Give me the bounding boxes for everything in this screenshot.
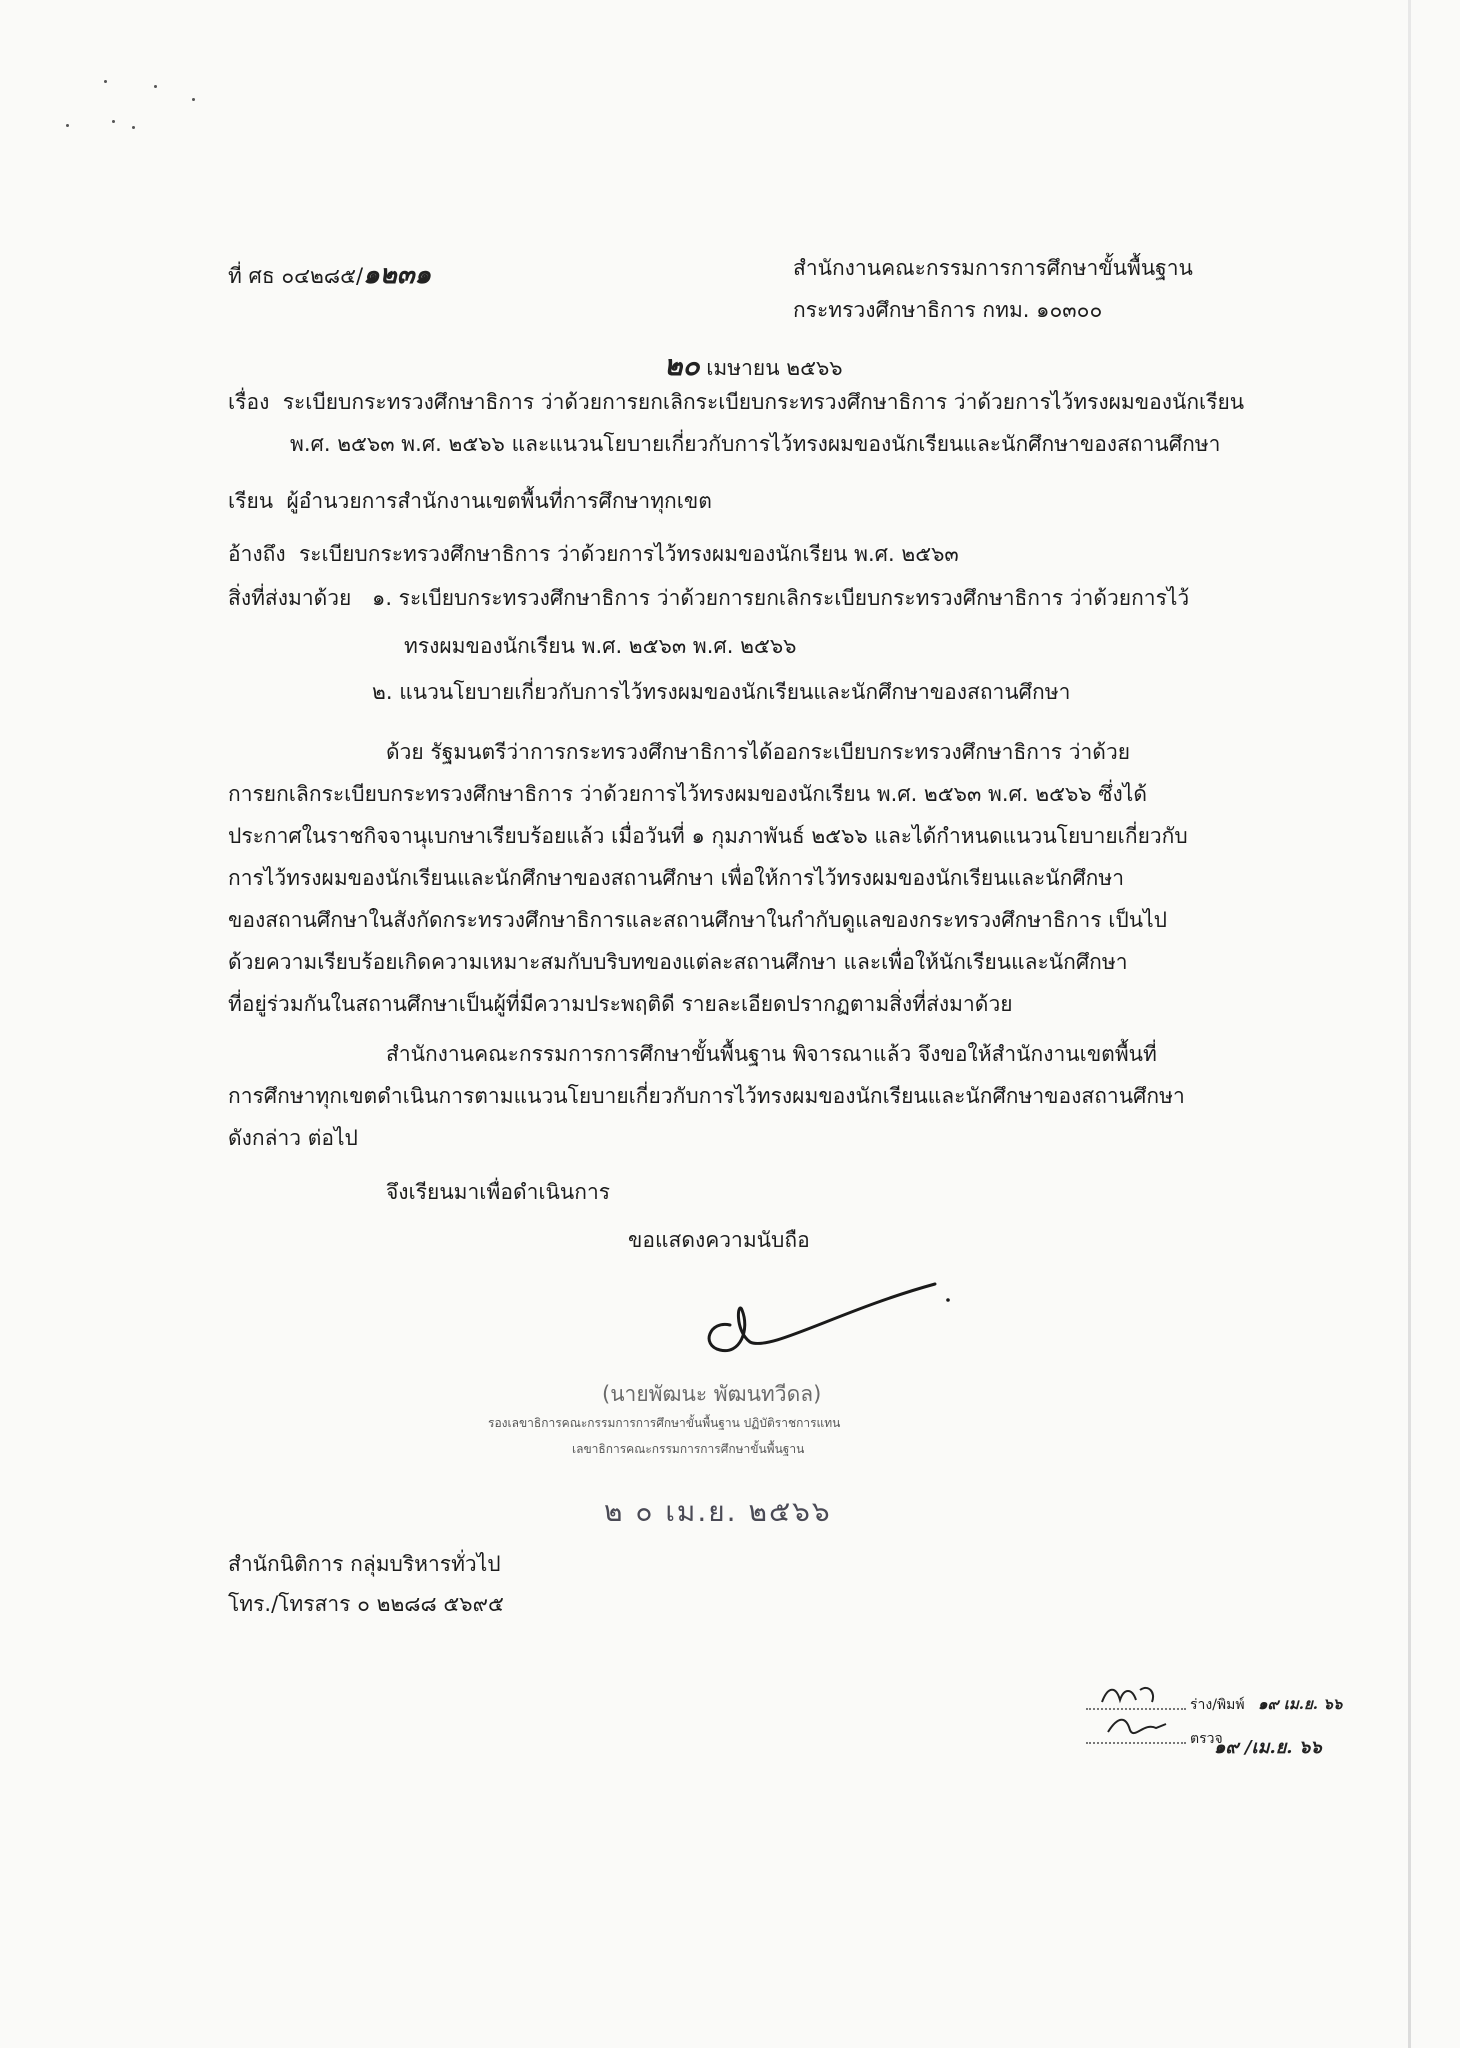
reference-number: ที่ ศธ ๐๔๒๘๕/๑๒๓๑ [228,260,431,290]
recipient: เรียน ผู้อำนวยการสำนักงานเขตพื้นที่การศึกษาทุกเขต [228,489,712,513]
body-para1-line1: ด้วย รัฐมนตรีว่าการกระทรวงศึกษาธิการได้ออกระเบียบกระทรวงศึกษาธิการ ว่าด้วย [386,740,1131,764]
body-para1-line2: การยกเลิกระเบียบกระทรวงศึกษาธิการ ว่าด้วยการไว้ทรงผมของนักเรียน พ.ศ. ๒๕๖๓ พ.ศ. ๒๕๖๖ ซึ่งได้ [228,782,1148,806]
closing-salutation: ขอแสดงความนับถือ [628,1228,810,1252]
enclosures-label: สิ่งที่ส่งมาด้วย [228,586,352,610]
signatory-name: (นายพัฒนะ พัฒนทวีดล) [602,1382,822,1406]
department: สำนักนิติการ กลุ่มบริหารทั่วไป [228,1552,501,1576]
scan-speck [154,85,157,88]
scan-speck [192,98,195,101]
body-para2-line3: ดังกล่าว ต่อไป [228,1126,358,1150]
signatory-title-1: รองเลขาธิการคณะกรรมการการศึกษาขั้นพื้นฐาน ปฏิบัติราชการแทน [488,1416,841,1430]
document-date: ๒๐ เมษายน ๒๕๖๖ [664,349,843,382]
enclosure-item-2: ๒. แนวนโยบายเกี่ยวกับการไว้ทรงผมของนักเรียนและนักศึกษาของสถานศึกษา [372,680,1071,704]
body-para2-line2: การศึกษาทุกเขตดำเนินการตามแนวนโยบายเกี่ยวกับการไว้ทรงผมของนักเรียนและนักศึกษาของสถานศึกษา [228,1084,1185,1108]
scan-speck [104,80,107,83]
scan-speck [66,124,69,127]
signatory-title-2: เลขาธิการคณะกรรมการการศึกษาขั้นพื้นฐาน [572,1442,805,1456]
drafter-initials-icon [1098,1680,1168,1710]
checker-initials-icon [1104,1712,1174,1742]
subject-line-2: พ.ศ. ๒๕๖๓ พ.ศ. ๒๕๖๖ และแนวนโยบายเกี่ยวกับการไว้ทรงผมของนักเรียนและนักศึกษาของสถานศึกษา [290,432,1221,456]
contact-phone: โทร./โทรสาร ๐ ๒๒๘๘ ๕๖๙๕ [228,1592,504,1616]
scan-speck [112,120,115,123]
drafted-date-handwritten: ๑๙ เม.ย. ๖๖ [1258,1695,1343,1713]
body-para1-line5: ของสถานศึกษาในสังกัดกระทรวงศึกษาธิการและสถานศึกษาในกำกับดูแลของกระทรวงศึกษาธิการ เป็นไป [228,908,1167,932]
date-day-handwritten: ๒๐ [664,349,700,382]
reference-to: อ้างถึง ระเบียบกระทรวงศึกษาธิการ ว่าด้วยการไว้ทรงผมของนักเรียน พ.ศ. ๒๕๖๓ [228,542,959,566]
enclosure-item-1: ๑. ระเบียบกระทรวงศึกษาธิการ ว่าด้วยการยกเลิกระเบียบกระทรวงศึกษาธิการ ว่าด้วยการไว้ [372,586,1190,610]
subject-line: เรื่อง ระเบียบกระทรวงศึกษาธิการ ว่าด้วยการยกเลิกระเบียบกระทรวงศึกษาธิการ ว่าด้วยการไว้ทรงผมของนักเรียน [228,390,1245,414]
scan-speck [132,126,135,129]
checked-date-handwritten: ๑๙ /เม.ย. ๖๖ [1214,1737,1322,1758]
closing-request: จึงเรียนมาเพื่อดำเนินการ [386,1180,611,1204]
body-para1-line6: ด้วยความเรียบร้อยเกิดความเหมาะสมกับบริบทของแต่ละสถานศึกษา และเพื่อให้นักเรียนและนักศึกษา [228,950,1128,974]
date-stamp: ๒ ๐ เม.ย. ๒๕๖๖ [604,1495,832,1528]
body-para1-line7: ที่อยู่ร่วมกันในสถานศึกษาเป็นผู้ที่มีความประพฤติดี รายละเอียดปรากฏตามสิ่งที่ส่งมาด้วย [228,992,1013,1016]
checked-label: ตรวจ [1190,1731,1223,1747]
handwritten-signature [690,1270,970,1370]
enclosure-item-1-cont: ทรงผมของนักเรียน พ.ศ. ๒๕๖๓ พ.ศ. ๒๕๖๖ [404,634,797,658]
page-fold-line [1408,0,1411,2048]
office-name: สำนักงานคณะกรรมการการศึกษาขั้นพื้นฐาน [793,256,1193,280]
reference-number-handwritten: ๑๒๓๑ [363,260,431,290]
body-para1-line3: ประกาศในราชกิจจานุเบกษาเรียบร้อยแล้ว เมื่อวันที่ ๑ กุมภาพันธ์ ๒๕๖๖ และได้กำหนดแนวนโยบายเกี่ยวกับ [228,824,1188,848]
body-para1-line4: การไว้ทรงผมของนักเรียนและนักศึกษาของสถานศึกษา เพื่อให้การไว้ทรงผมของนักเรียนและนักศึกษา [228,866,1124,890]
body-para2-line1: สำนักงานคณะกรรมการการศึกษาขั้นพื้นฐาน พิจารณาแล้ว จึงขอให้สำนักงานเขตพื้นที่ [386,1042,1157,1066]
drafted-label: ร่าง/พิมพ์ [1190,1697,1245,1713]
office-address: กระทรวงศึกษาธิการ กทม. ๑๐๓๐๐ [793,298,1103,322]
